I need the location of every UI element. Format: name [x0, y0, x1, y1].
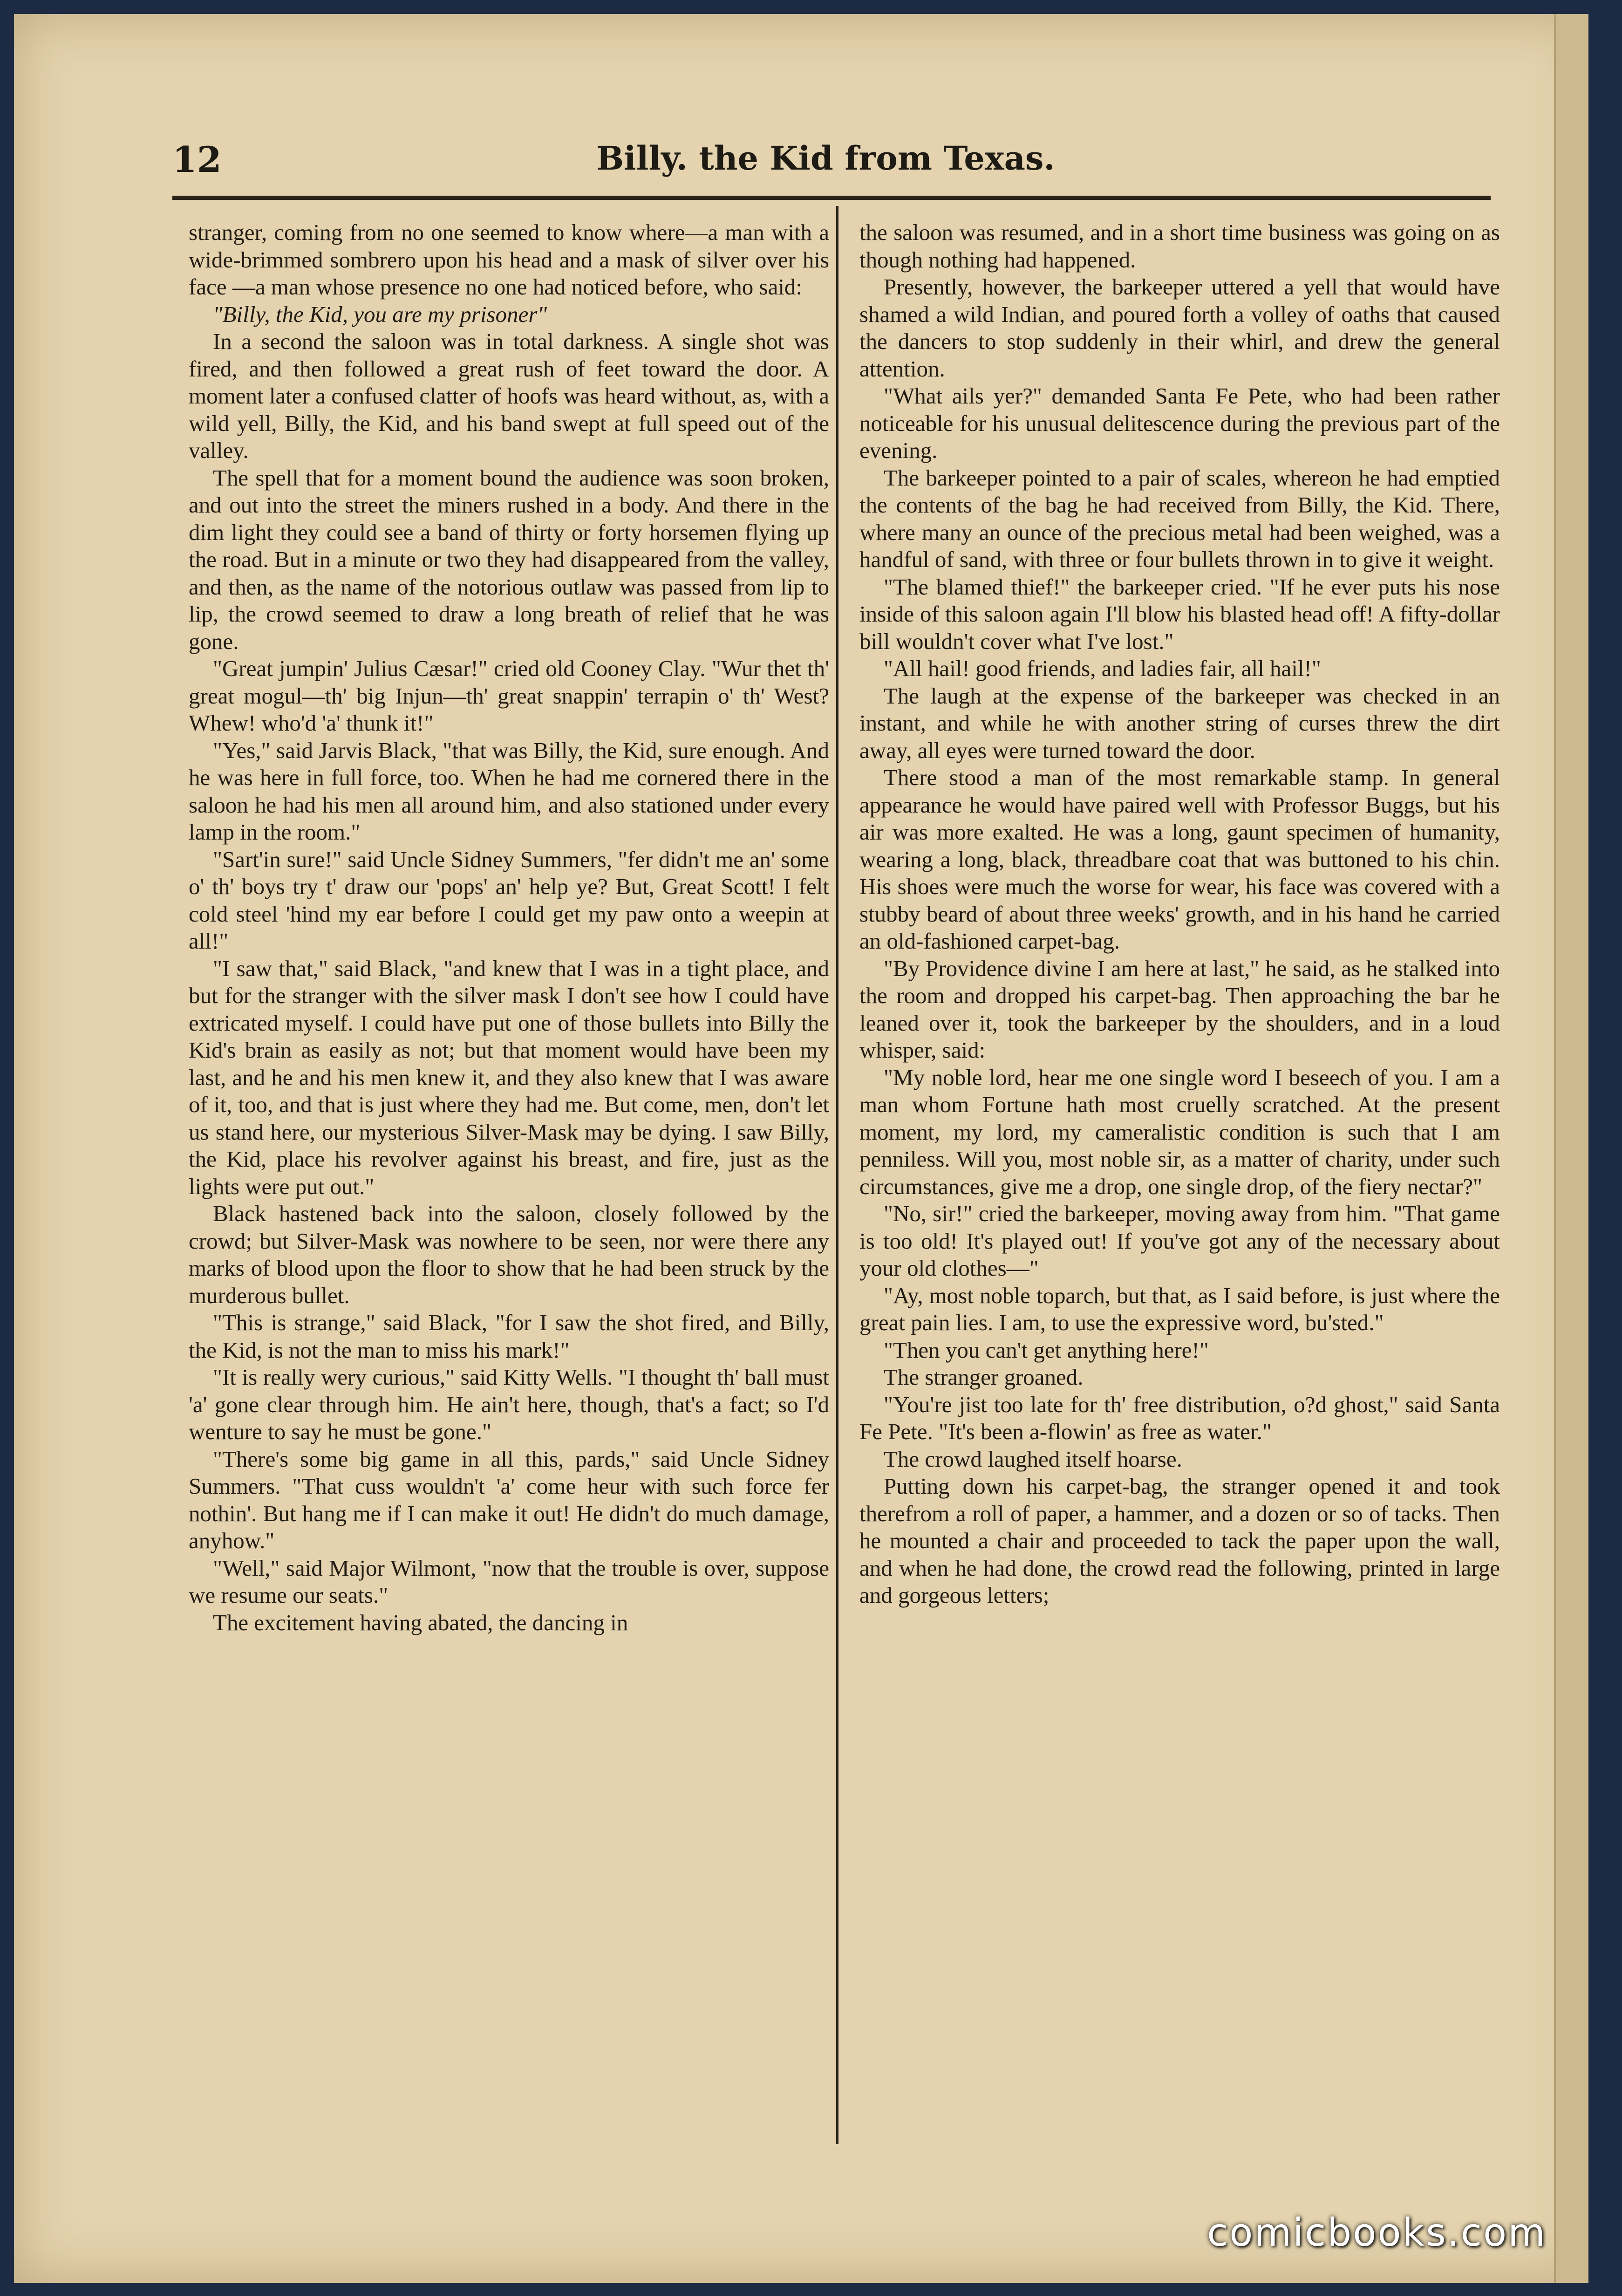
paragraph: There stood a man of the most remarkable stamp. In general appearance he would have paired well with Professor Buggs, but his air was more exalted. He was a long, gaunt specimen of humanity, wearing a long, black, threadbare coat that was buttoned to his chin. His shoes were much the worse for wear, his face was covered with a stubby beard of about three weeks' growth, and in his hand he carried an old-fashioned carpet-bag.	[859, 765, 1500, 954]
paragraph: "There's some big game in all this, pards," said Uncle Sidney Summers. "That cuss wouldn't 'a' come heur with such force fer nothin'. But hang me if I can make it out! He didn't do much damage, anyhow."	[189, 1446, 829, 1553]
paragraph: the saloon was resumed, and in a short time business was going on as though nothing had happened.	[859, 219, 1500, 273]
paragraph: stranger, coming from no one seemed to know where—a man with a wide-brimmed sombrero upon his head and a mask of silver over his face —a man whose presence no one had noticed before, who said:	[189, 219, 829, 300]
paragraph: The laugh at the expense of the barkeeper was checked in an instant, and while he with another string of curses threw the dirt away, all eyes were turned toward the door.	[859, 683, 1500, 763]
paragraph: In a second the saloon was in total darkness. A single shot was fired, and then followed a great rush of feet toward the door. A moment later a confused clatter of hoofs was heard without, as, with a wild yell, Billy, the Kid, and his band swept at full speed out of the valley.	[189, 328, 829, 463]
watermark-text: comicbooks.com	[1207, 2211, 1547, 2255]
paragraph: "Then you can't get anything here!"	[884, 1337, 1209, 1363]
paragraph: The stranger groaned.	[884, 1364, 1084, 1390]
paragraph: "All hail! good friends, and ladies fair, all hail!"	[884, 656, 1321, 681]
header-rule	[172, 196, 1491, 200]
paragraph: "Sart'in sure!" said Uncle Sidney Summers, "fer didn't me an' some o' th' boys try t' draw our 'pops' an' help ye? But, Great Scott! I felt cold steel 'hind my ear before I could get my paw onto a weepin at all!"	[189, 846, 829, 954]
paragraph: "The blamed thief!" the barkeeper cried. "If he ever puts his nose inside of this saloon again I'll blow his blasted head off! A fifty-dollar bill wouldn't cover what I've lost."	[859, 574, 1500, 654]
paragraph: "Great jumpin' Julius Cæsar!" cried old Cooney Clay. "Wur thet th' great mogul—th' big Injun—th' great snappin' terrapin o' th' West? Whew! who'd 'a' thunk it!"	[189, 656, 829, 736]
paragraph: "You're jist too late for th' free distribution, o?d ghost," said Santa Fe Pete. "It's been a-flowin' as free as water."	[859, 1391, 1500, 1444]
page-number: 12	[172, 139, 222, 180]
running-title: Billy. the Kid from Texas.	[596, 139, 1055, 178]
right-column	[859, 219, 1500, 1609]
paragraph: Presently, however, the barkeeper uttered a yell that would have shamed a wild Indian, and poured forth a volley of oaths that caused the dancers to stop suddenly in their whirl, and drew the general attention.	[859, 274, 1500, 382]
page	[14, 14, 1588, 2283]
paragraph: "I saw that," said Black, "and knew that I was in a tight place, and but for the stranger with the silver mask I don't see how I could have extricated myself. I could have put one of those bullets into Billy the Kid's brain as easily as not; but that moment would have been my last, and he and his men knew it, and they also knew that I was aware of it, too, and that is just where they had me. But come, men, don't let us stand here, our mysterious Silver-Mask may be dying. I saw Billy, the Kid, place his revolver against his breast, and fire, just as the lights were put out."	[189, 955, 829, 1199]
paragraph: "Ay, most noble toparch, but that, as I said before, is just where the great pain lies. I am, to use the expressive word, bu'sted."	[859, 1282, 1500, 1335]
paragraph: The excitement having abated, the dancing in	[213, 1609, 628, 1635]
paragraph: The spell that for a moment bound the audience was soon broken, and out into the street the miners rushed in a body. And there in the dim light they could see a band of thirty or forty horsemen flying up the road. But in a minute or two they had disappeared from the valley, and then, as the name of the notorious outlaw was passed from lip to lip, the crowd seemed to draw a long breath of relief that he was gone.	[189, 465, 829, 654]
paragraph: The barkeeper pointed to a pair of scales, whereon he had emptied the contents of the bag he had received from Billy, the Kid. There, where many an ounce of the precious metal had been weighed, was a handful of sand, with three or four bullets thrown in to give it weight.	[859, 465, 1500, 572]
column-divider	[836, 206, 838, 2144]
paragraph: Black hastened back into the saloon, closely followed by the crowd; but Silver-Mask was nowhere to be seen, nor were there any marks of blood upon the floor to show that he had been struck by the murderous bullet.	[189, 1201, 829, 1308]
paragraph: "What ails yer?" demanded Santa Fe Pete, who had been rather noticeable for his unusual delitescence during the previous part of the evening.	[859, 383, 1500, 463]
page-edge	[1554, 14, 1588, 2283]
paragraph: "Well," said Major Wilmont, "now that the trouble is over, suppose we resume our seats."	[189, 1555, 829, 1608]
paragraph: "Yes," said Jarvis Black, "that was Billy, the Kid, sure enough. And he was here in full force, too. When he had me cornered there in the saloon he had his men all around him, and also stationed under every lamp in the room."	[189, 737, 829, 845]
paragraph: The crowd laughed itself hoarse.	[884, 1446, 1182, 1472]
paragraph: "No, sir!" cried the barkeeper, moving away from him. "That game is too old! It's played out! If you've got any of the necessary about your old clothes—"	[859, 1201, 1500, 1281]
left-column	[189, 219, 829, 1636]
paragraph: Putting down his carpet-bag, the stranger opened it and took therefrom a roll of paper, a hammer, and a dozen or so of tacks. Then he mounted a chair and proceeded to tack the paper upon the wall, and when he had done, the crowd read the following, printed in large and gorgeous letters;	[859, 1473, 1500, 1608]
paragraph: "It is really wery curious," said Kitty Wells. "I thought th' ball must 'a' gone clear through him. He ain't here, though, that's a fact; so I'd wenture to say he must be gone."	[189, 1364, 829, 1444]
paragraph: "By Providence divine I am here at last," he said, as he stalked into the room and dropped his carpet-bag. Then approaching the bar he leaned over it, took the barkeeper by the shoulders, and in a loud whisper, said:	[859, 955, 1500, 1063]
paragraph: "Billy, the Kid, you are my prisoner"	[213, 301, 547, 327]
paragraph: "My noble lord, hear me one single word I beseech of you. I am a man whom Fortune hath most cruelly scratched. At the present moment, my lord, my cameralistic condition is such that I am penniless. Will you, most noble sir, as a matter of charity, under such circumstances, give me a drop, one single drop, of the fiery nectar?"	[859, 1064, 1500, 1199]
paragraph: "This is strange," said Black, "for I saw the shot fired, and Billy, the Kid, is not the man to miss his mark!"	[189, 1310, 829, 1363]
